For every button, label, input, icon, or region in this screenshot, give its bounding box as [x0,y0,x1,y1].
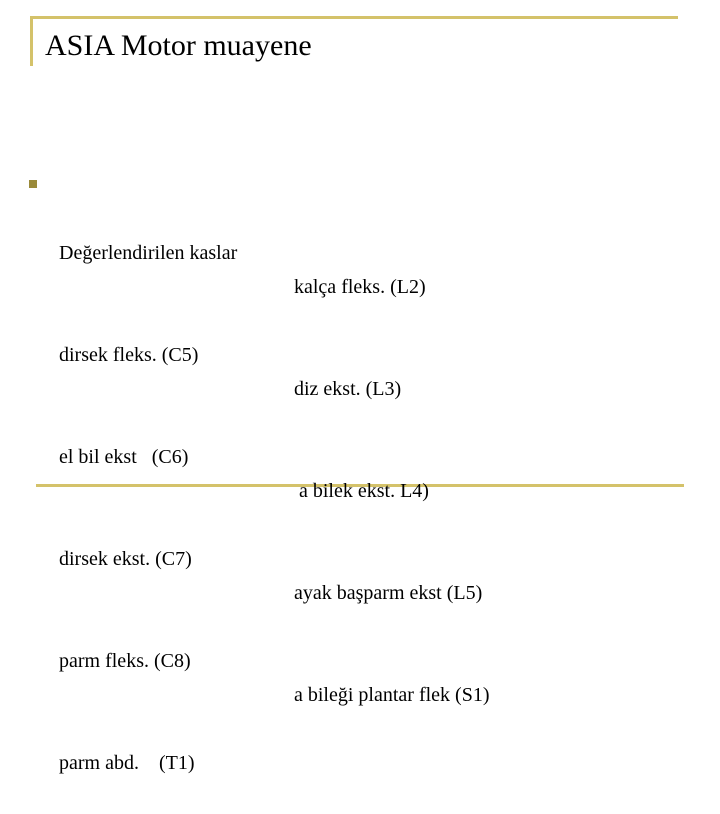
slide-title: ASIA Motor muayene [45,29,312,62]
muscle-item: parm fleks. (C8) [59,650,191,672]
muscle-item: dirsek ekst. (C7) [59,548,192,570]
left-border-line [30,16,33,66]
muscle-item: el bil ekst (C6) [59,446,189,468]
muscle-item: kalça fleks. (L2) [294,276,426,298]
muscle-item: dirsek fleks. (C5) [59,344,199,366]
left-muscle-column [59,168,237,814]
muscles-heading: Değerlendirilen kaslar [59,242,238,264]
muscle-item: diz ekst. (L3) [294,378,402,400]
muscle-item: a bilek ekst. L4) [294,480,429,502]
top-border-line [30,16,678,19]
muscle-item: parm abd. (T1) [59,752,195,774]
muscle-item: a bileği plantar flek (S1) [294,684,490,706]
muscle-item: ayak başparm ekst (L5) [294,582,483,604]
right-muscle-column [294,202,490,746]
square-bullet-icon [29,180,37,188]
